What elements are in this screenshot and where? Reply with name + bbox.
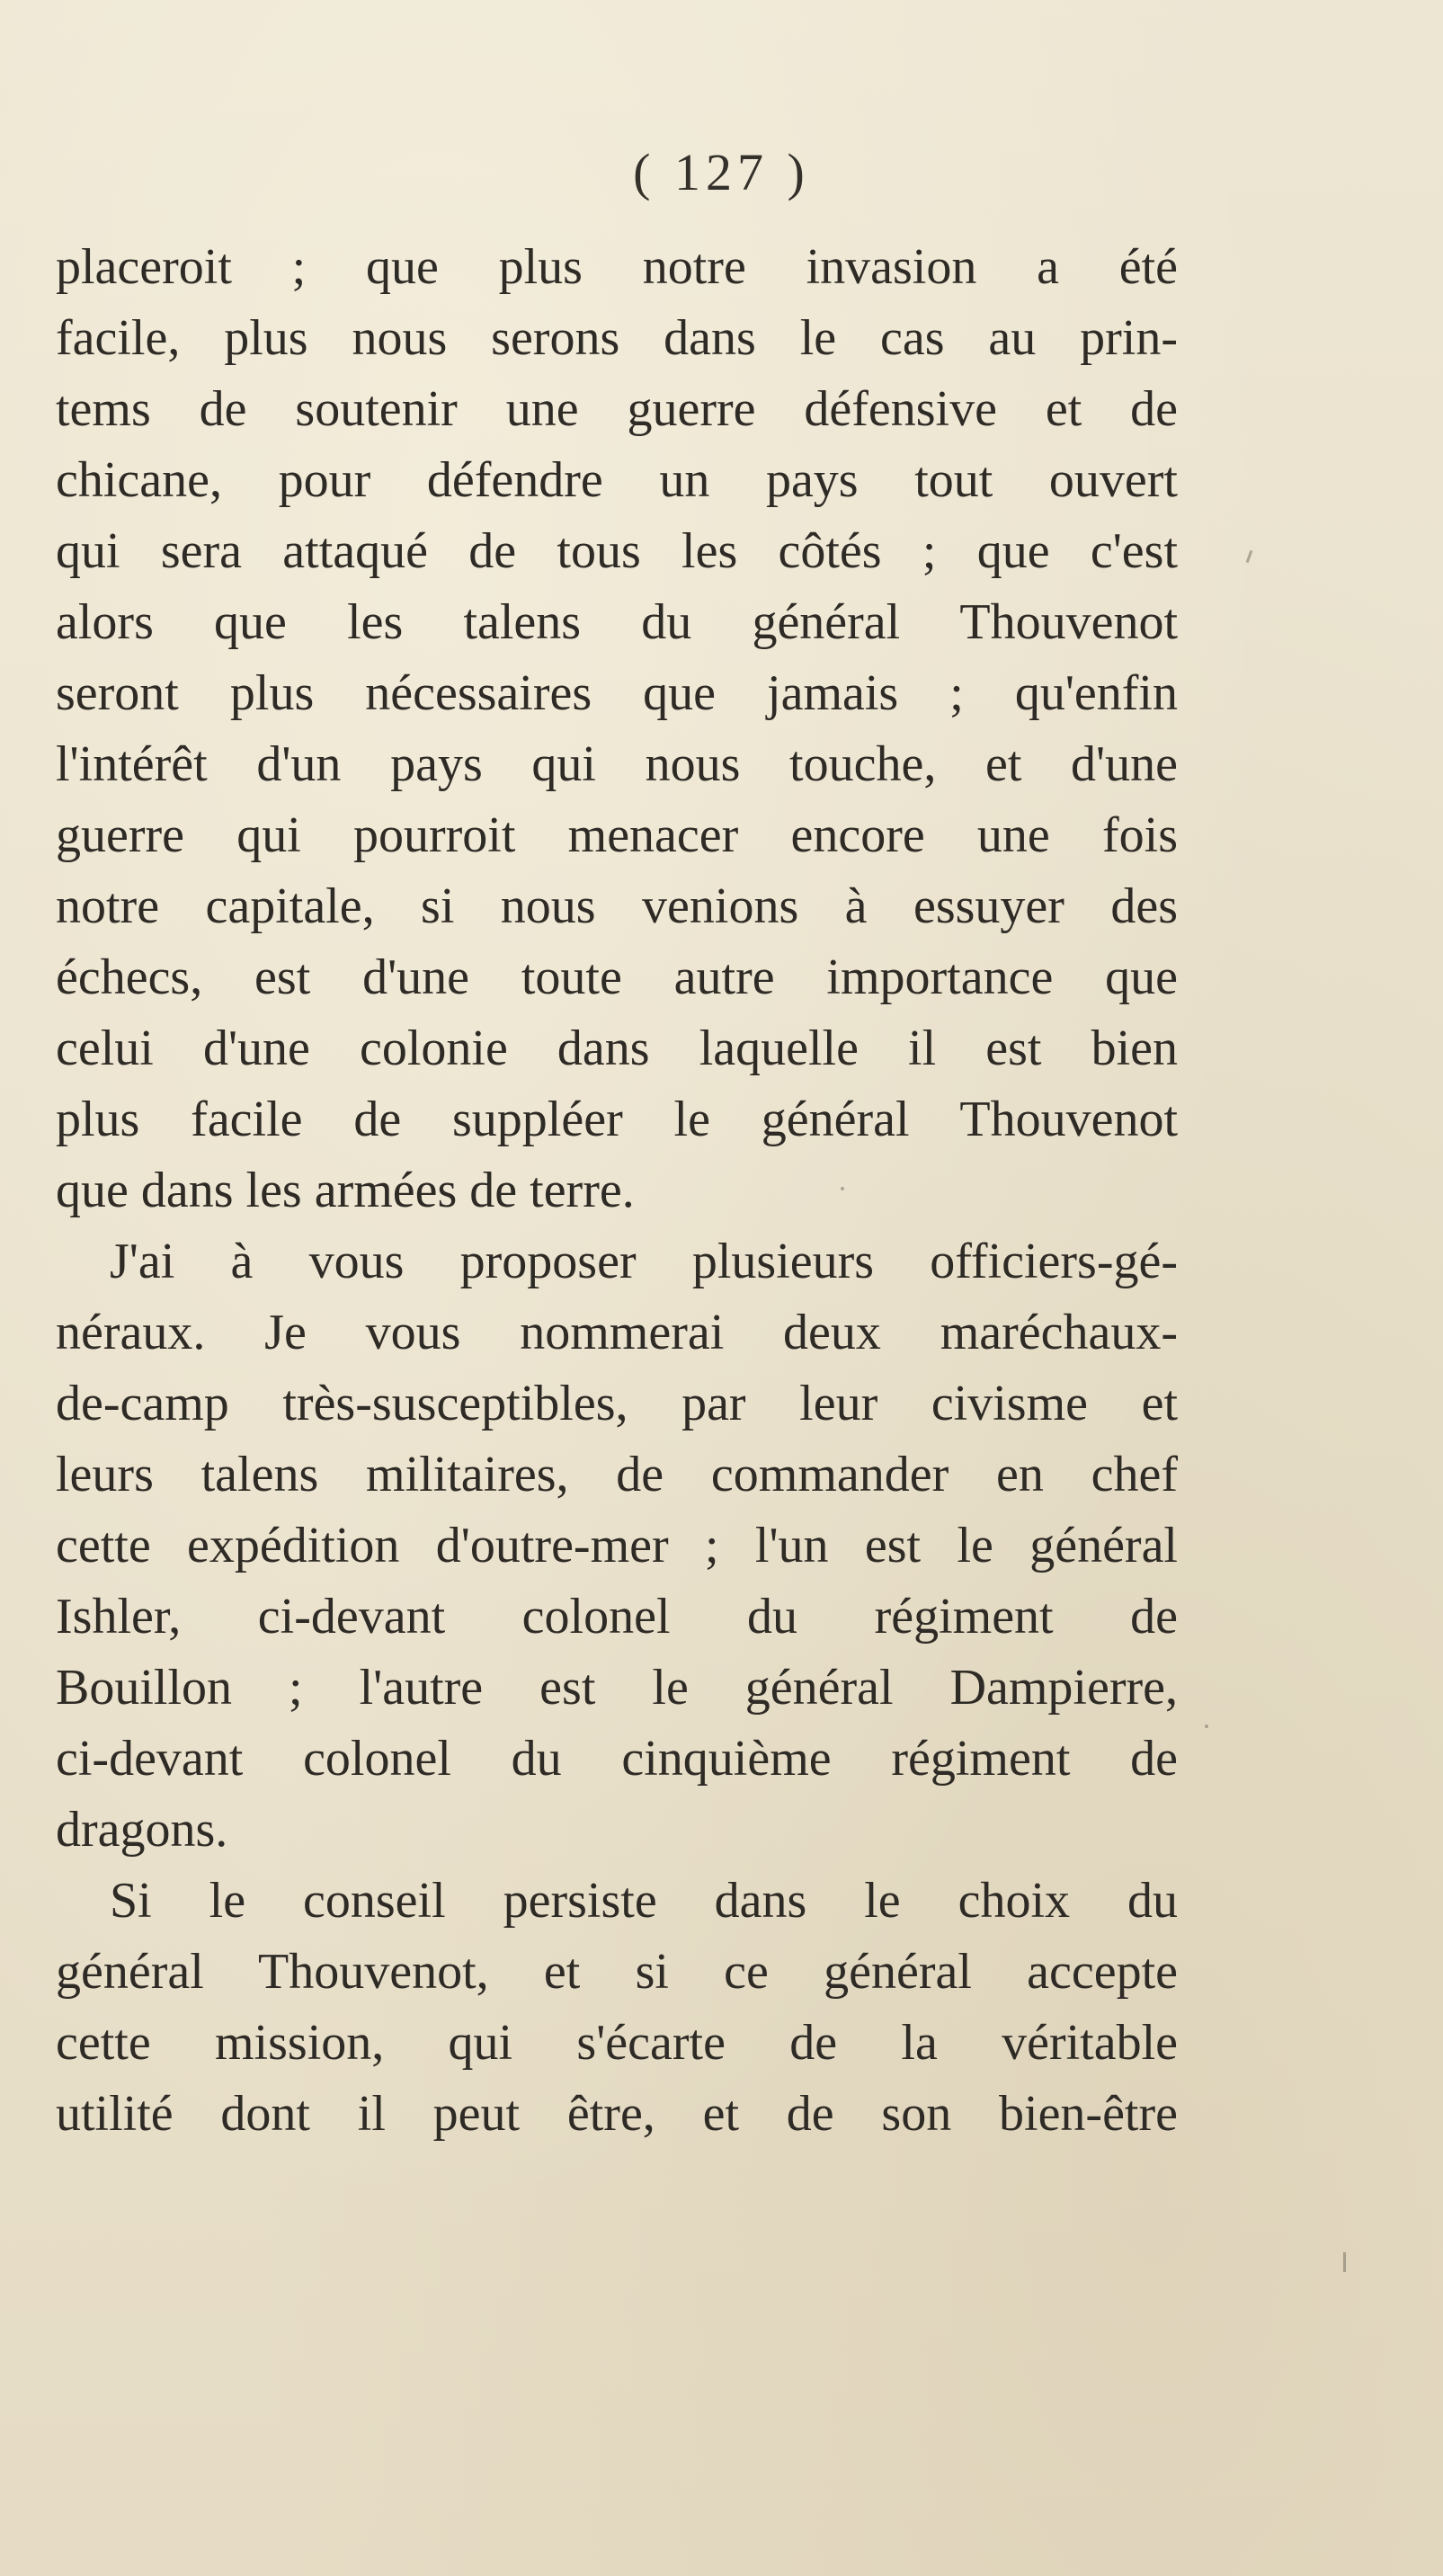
text-line: celui d'une colonie dans laquelle il est bien — [56, 1021, 1178, 1076]
paragraph-end-line: que dans les armées de terre. — [56, 1163, 635, 1218]
text-line: cette mission, qui s'écarte de la véritable — [56, 2015, 1178, 2071]
text-line: placeroit ; que plus notre invasion a été — [56, 239, 1178, 295]
text-line: tems de soutenir une guerre défensive et de — [56, 381, 1178, 437]
page-number: ( 127 ) — [633, 143, 810, 201]
text-line: utilité dont il peut être, et de son bien-être — [56, 2086, 1178, 2142]
text-line: ci-devant colonel du cinquième régiment de — [56, 1731, 1178, 1787]
text-line: cette expédition d'outre-mer ; l'un est le général — [56, 1518, 1178, 1573]
text-line: notre capitale, si nous venions à essuyer des — [56, 878, 1178, 934]
text-line: qui sera attaqué de tous les côtés ; que c'est — [56, 523, 1178, 579]
body-text — [56, 232, 1178, 2150]
text-line: échecs, est d'une toute autre importance que — [56, 949, 1178, 1005]
text-line: Bouillon ; l'autre est le général Dampierre, — [56, 1660, 1178, 1716]
text-line: chicane, pour défendre un pays tout ouvert — [56, 452, 1178, 508]
text-line: guerre qui pourroit menacer encore une fois — [56, 807, 1178, 863]
text-line: général Thouvenot, et si ce général accepte — [56, 1944, 1178, 2000]
text-line: leurs talens militaires, de commander en chef — [56, 1447, 1178, 1502]
paper-speck — [1343, 2252, 1346, 2272]
text-line: Ishler, ci-devant colonel du régiment de — [56, 1589, 1178, 1645]
paper-speck — [841, 1187, 844, 1190]
text-line: seront plus nécessaires que jamais ; qu'enfin — [56, 665, 1178, 721]
text-line: de-camp très-susceptibles, par leur civisme et — [56, 1376, 1178, 1431]
paragraph-start-line: J'ai à vous proposer plusieurs officiers-gé- — [110, 1234, 1178, 1289]
paragraph-start-line: Si le conseil persiste dans le choix du — [110, 1873, 1178, 1929]
text-line: facile, plus nous serons dans le cas au prin- — [56, 310, 1178, 366]
text-line: plus facile de suppléer le général Thouvenot — [56, 1092, 1178, 1147]
paragraph-end-line: dragons. — [56, 1802, 228, 1858]
text-line: néraux. Je vous nommerai deux maréchaux- — [56, 1305, 1178, 1360]
paper-speck — [1205, 1725, 1208, 1728]
text-line: l'intérêt d'un pays qui nous touche, et d'une — [56, 736, 1178, 792]
text-line: alors que les talens du général Thouvenot — [56, 594, 1178, 650]
paper-speck — [1246, 550, 1253, 563]
